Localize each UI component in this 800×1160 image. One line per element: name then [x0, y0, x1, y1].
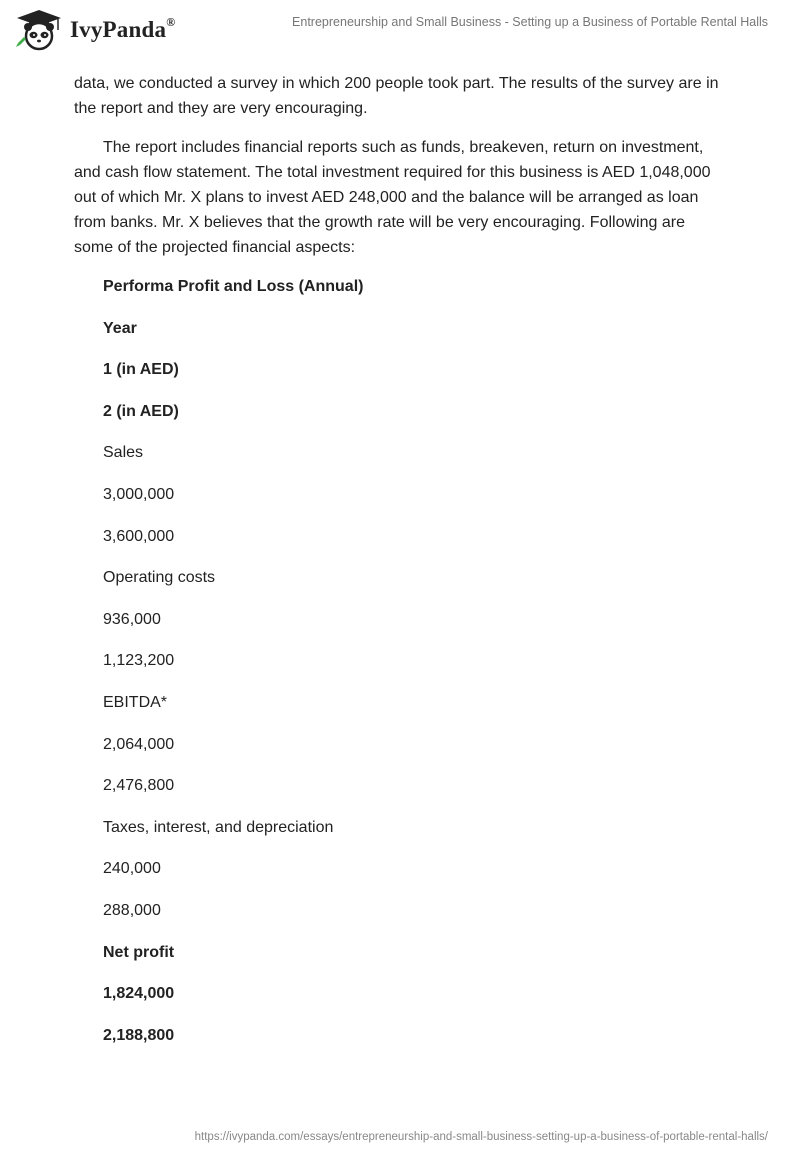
paragraph-1: data, we conducted a survey in which 200 people took part. The results of the survey are in the report and they are very encouraging. — [74, 75, 719, 117]
running-title: Entrepreneurship and Small Business - Setting up a Business of Portable Rental Halls — [292, 15, 768, 29]
row-value-y1: 3,000,000 — [103, 485, 175, 503]
row-value-y1: 1,824,000 — [103, 985, 175, 1003]
row-label: Taxes, interest, and depreciation — [103, 818, 334, 836]
table-header-year: Year — [103, 319, 137, 337]
footer-url[interactable]: https://ivypanda.com/essays/entrepreneurship-and-small-business-setting-up-a-business-of-portable-rental-halls/ — [194, 1131, 768, 1143]
row-label: Sales — [103, 444, 144, 462]
table-title: Performa Profit and Loss (Annual) — [103, 278, 364, 295]
row-value-y2: 3,600,000 — [103, 527, 175, 545]
row-label: Operating costs — [103, 569, 216, 587]
row-value-y2: 288,000 — [103, 901, 161, 919]
table-header-col2: 2 (in AED) — [103, 402, 179, 420]
essay-content — [74, 71, 724, 1067]
paragraph-2: The report includes financial reports such as funds, breakeven, return on investment, and cash flow statement. The total investment required for this business is AED 1,048,000 out of which Mr. X plans to invest AED 248,000 and the balance will be arranged as loan from banks. Mr. X believes that the growth rate will be very encouraging. Following are some of the projected financial aspects: — [74, 139, 711, 256]
profit-loss-table — [74, 277, 724, 1067]
row-value-y1: 936,000 — [103, 610, 161, 628]
row-value-y2: 1,123,200 — [103, 652, 175, 670]
row-value-y1: 2,064,000 — [103, 735, 175, 753]
logo[interactable] — [14, 8, 175, 52]
row-value-y2: 2,188,800 — [103, 1026, 175, 1044]
logo-wordmark: IvyPanda® — [70, 15, 176, 42]
panda-graduate-icon — [14, 8, 64, 52]
row-label: Net profit — [103, 943, 175, 961]
table-header-col1: 1 (in AED) — [103, 361, 179, 379]
row-value-y1: 240,000 — [103, 860, 161, 878]
row-value-y2: 2,476,800 — [103, 777, 175, 795]
row-label: EBITDA* — [103, 693, 168, 711]
